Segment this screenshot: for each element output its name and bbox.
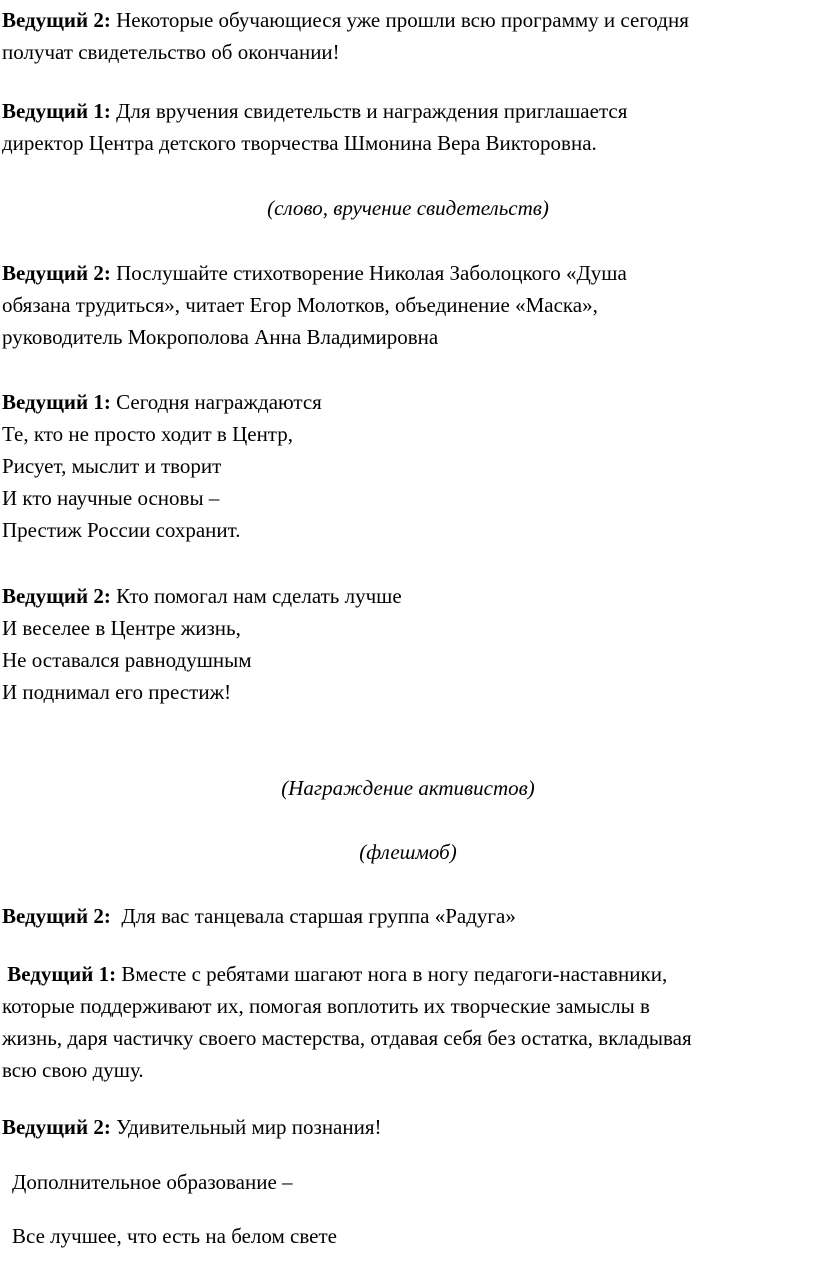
speaker-label: Ведущий 1: [2, 99, 111, 123]
speaker-label: Ведущий 2: [2, 904, 111, 928]
paragraph-text: Дополнительное образование – [12, 1170, 293, 1194]
stage-direction: (слово, вручение свидетельств) [267, 196, 549, 220]
paragraph-5 [2, 580, 814, 708]
paragraph-text: всю свою душу. [2, 1058, 144, 1082]
speaker-label: Ведущий 2: [2, 261, 111, 285]
speaker-label: Ведущий 1: [2, 390, 111, 414]
paragraph-4 [2, 386, 814, 546]
paragraph-9 [12, 1166, 812, 1198]
stage-direction: (Награждение активистов) [281, 776, 535, 800]
poem-line: Престиж России сохранит. [2, 518, 241, 542]
poem-line: Рисует, мыслит и творит [2, 454, 222, 478]
speaker-label: Ведущий 1: [7, 962, 117, 986]
paragraph-2 [2, 95, 814, 159]
paragraph-text: директор Центра детского творчества Шмонина Вера Викторовна. [2, 131, 597, 155]
paragraph-text: Удивительный мир познания! [116, 1115, 382, 1139]
paragraph-text: жизнь, даря частичку своего мастерства, отдавая себя без остатка, вкладывая [2, 1026, 692, 1050]
poem-line: Не оставался равнодушным [2, 648, 252, 672]
paragraph-6 [2, 900, 814, 932]
poem-line: И веселее в Центре жизнь, [2, 616, 241, 640]
paragraph-text: получат свидетельство об окончании! [2, 40, 340, 64]
paragraph-3 [2, 257, 814, 353]
paragraph-text: которые поддерживают их, помогая воплотить их творческие замыслы в [2, 994, 650, 1018]
speaker-label: Ведущий 2: [2, 8, 111, 32]
paragraph-10 [12, 1220, 812, 1252]
paragraph-text: Некоторые обучающиеся уже прошли всю программу и сегодня [116, 8, 689, 32]
paragraph-1 [2, 4, 814, 68]
paragraph-text: Послушайте стихотворение Николая Заболоцкого «Душа [116, 261, 627, 285]
paragraph-text: Вместе с ребятами шагают нога в ногу педагоги-наставники, [121, 962, 668, 986]
poem-line: Те, кто не просто ходит в Центр, [2, 422, 293, 446]
speaker-label: Ведущий 2: [2, 584, 111, 608]
paragraph-8 [2, 1111, 814, 1143]
paragraph-text: руководитель Мокрополова Анна Владимировна [2, 325, 439, 349]
speaker-label: Ведущий 2: [2, 1115, 111, 1139]
poem-line: И кто научные основы – [2, 486, 220, 510]
paragraph-7 [2, 958, 814, 1086]
paragraph-text: Для вручения свидетельств и награждения приглашается [116, 99, 628, 123]
paragraph-text: Кто помогал нам сделать лучше [116, 584, 402, 608]
stage-direction: (флешмоб) [359, 840, 457, 864]
paragraph-text: Для вас танцевала старшая группа «Радуга» [116, 904, 516, 928]
poem-line: И поднимал его престиж! [2, 680, 232, 704]
paragraph-text: Все лучшее, что есть на белом свете [12, 1224, 337, 1248]
paragraph-text: обязана трудиться», читает Егор Молотков, объединение «Маска», [2, 293, 598, 317]
paragraph-text: Сегодня награждаются [116, 390, 322, 414]
